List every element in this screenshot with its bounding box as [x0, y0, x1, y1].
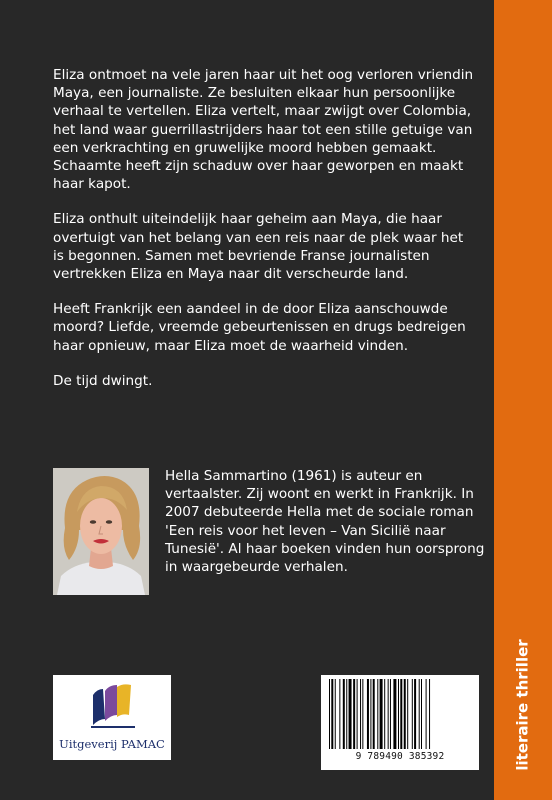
barcode-bar — [429, 679, 430, 749]
barcode-bar — [404, 679, 406, 749]
blurb-paragraph-2: Eliza onthult uiteindelijk haar geheim aan Maya, die haar overtuigt van het belang van een reis naar de plek waar het is begonnen. Samen met bevriende Franse journalisten vertrekken Eliza en Maya naar dit verscheurde land. — [53, 211, 464, 283]
publisher-name: Uitgeverij PAMAC — [59, 737, 165, 751]
barcode-bar — [329, 679, 330, 749]
author-portrait-image — [53, 468, 149, 595]
blurb-paragraph-3: Heeft Frankrijk een aandeel in de door Eliza aanschouwde moord? Liefde, vreemde gebeurtenissen en drugs bedreigen haar opnieuw, maar Eliza moet de waarheid vinden. — [53, 301, 466, 354]
publisher-logo-box — [53, 675, 171, 760]
barcode-bar — [390, 679, 391, 749]
barcode-bar — [373, 679, 375, 749]
blurb-paragraph-1: Eliza ontmoet na vele jaren haar uit het oog verloren vriendin Maya, een journaliste. Ze besluiten elkaar hun persoonlijke verhaal te vertellen. Eliza vertelt, maar zwijgt over Colombia, het land waar guerrillastrijders haar tot een stille getuige van een verkrachting en gruwelijke moord hebben gemaakt. Schaamte heeft zijn schaduw over haar geworpen en maakt haar kapot. — [53, 67, 474, 193]
barcode-bar — [388, 679, 389, 749]
barcode-bar — [343, 679, 345, 749]
barcode-bar — [377, 679, 378, 749]
barcode-bar — [419, 679, 420, 749]
barcode-bar — [412, 679, 413, 749]
author-photo — [53, 468, 149, 595]
blurb-text — [53, 66, 478, 407]
barcode-bar — [346, 679, 347, 749]
barcode-bar — [400, 679, 402, 749]
barcode-bar — [370, 679, 371, 749]
barcode-bar — [384, 679, 385, 749]
barcode-bar — [380, 679, 383, 749]
publisher-book-icon — [87, 681, 139, 731]
isbn-number: 9 789490 385392 — [355, 751, 445, 762]
barcode-bar — [393, 679, 396, 749]
barcode-bar — [353, 679, 355, 749]
barcode-bar — [349, 679, 352, 749]
isbn-barcode — [321, 675, 479, 770]
barcode-bar — [335, 679, 336, 749]
spine-label — [502, 640, 544, 770]
barcode-bar — [414, 679, 416, 749]
barcode-bar — [331, 679, 333, 749]
barcode-bar — [421, 679, 422, 749]
barcode-bar — [398, 679, 399, 749]
barcode-bars — [327, 679, 473, 749]
blurb-paragraph-4: De tijd dwingt. — [53, 372, 153, 389]
barcode-bar — [360, 679, 361, 749]
barcode-bar — [339, 679, 340, 749]
barcode-bar — [407, 679, 408, 749]
barcode-bar — [362, 679, 363, 749]
barcode-bar — [367, 679, 369, 749]
genre-label: literaire thriller — [514, 639, 533, 771]
barcode-bar — [426, 679, 427, 749]
barcode-bar — [357, 679, 358, 749]
author-bio: Hella Sammartino (1961) is auteur en vertaalster. Zij woont en werkt in Frankrijk. In 2007 debuteerde Hella met de sociale roman 'Een reis voor het leven – Van Sicilië naar Tunesië'. Al haar boeken vinden hun oorsprong in waargebeurde verhalen. — [165, 468, 485, 576]
